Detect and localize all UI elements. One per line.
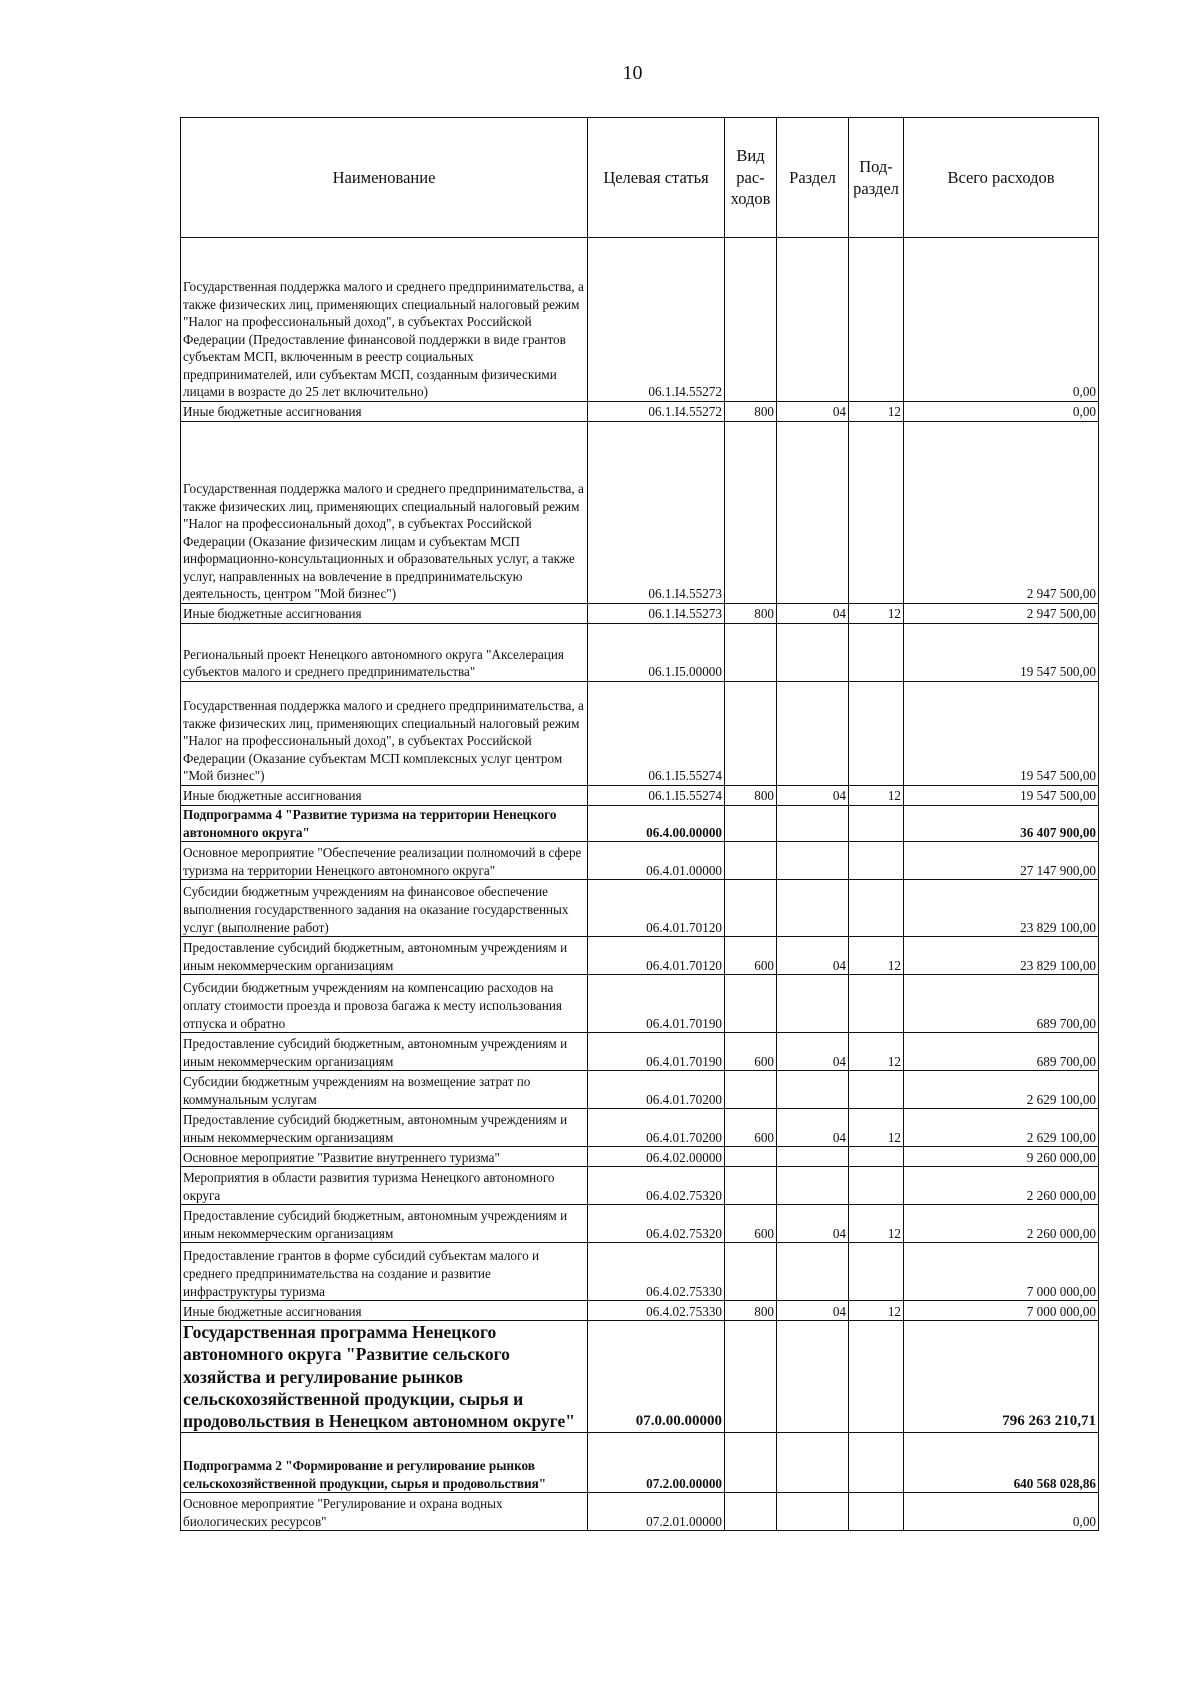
table-row [181,1033,1099,1071]
row-expense-type: 800 [725,604,777,624]
row-subsection: 12 [849,937,904,975]
row-name: Подпрограмма 4 "Развитие туризма на территории Ненецкого автономного округа" [181,806,588,842]
row-name: Субсидии бюджетным учреждениям на возмещение затрат по коммунальным услугам [181,1071,588,1109]
row-code: 06.4.01.70200 [588,1071,725,1109]
row-section [777,806,849,842]
row-amount: 796 263 210,71 [904,1321,1099,1433]
table-row [181,1321,1099,1433]
row-expense-type: 600 [725,1109,777,1147]
row-amount: 19 547 500,00 [904,624,1099,682]
row-section [777,1321,849,1433]
row-amount: 2 629 100,00 [904,1071,1099,1109]
row-subsection [849,880,904,937]
row-subsection: 12 [849,1301,904,1321]
row-subsection [849,1493,904,1531]
row-section [777,682,849,786]
row-expense-type: 800 [725,1301,777,1321]
row-section [777,1147,849,1167]
row-amount: 2 947 500,00 [904,422,1099,604]
row-expense-type [725,1321,777,1433]
row-code: 06.4.01.00000 [588,842,725,880]
row-expense-type [725,1433,777,1493]
row-name: Предоставление грантов в форме субсидий субъектам малого и среднего предпринимательства на создание и развитие инфраструктуры туризма [181,1243,588,1301]
row-subsection [849,682,904,786]
row-amount: 0,00 [904,402,1099,422]
table-row [181,604,1099,624]
row-expense-type [725,422,777,604]
row-code: 06.1.I5.55274 [588,786,725,806]
row-name: Предоставление субсидий бюджетным, автономным учреждениям и иным некоммерческим организациям [181,1033,588,1071]
row-section: 04 [777,1033,849,1071]
table-row [181,402,1099,422]
table-row [181,1493,1099,1531]
row-expense-type [725,238,777,402]
table-row [181,624,1099,682]
row-section: 04 [777,1205,849,1243]
row-subsection [849,806,904,842]
row-expense-type [725,1493,777,1531]
row-subsection: 12 [849,604,904,624]
row-name: Субсидии бюджетным учреждениям на финансовое обеспечение выполнения государственного задания на оказание государственных услуг (выполнение работ) [181,880,588,937]
row-subsection [849,1167,904,1205]
table-row [181,842,1099,880]
row-section: 04 [777,604,849,624]
row-name: Основное мероприятие "Обеспечение реализации полномочий в сфере туризма на территории Ненецкого автономного округа" [181,842,588,880]
row-section [777,842,849,880]
row-expense-type [725,842,777,880]
row-code: 06.4.01.70190 [588,1033,725,1071]
row-amount: 7 000 000,00 [904,1243,1099,1301]
row-name: Основное мероприятие "Развитие внутреннего туризма" [181,1147,588,1167]
row-subsection: 12 [849,1205,904,1243]
row-code: 06.4.02.75330 [588,1301,725,1321]
column-header-target-article: Целевая статья [588,118,725,238]
row-subsection: 12 [849,786,904,806]
row-amount: 640 568 028,86 [904,1433,1099,1493]
row-code: 06.4.01.70120 [588,937,725,975]
row-code: 07.2.01.00000 [588,1493,725,1531]
row-amount: 689 700,00 [904,975,1099,1033]
row-name: Субсидии бюджетным учреждениям на компенсацию расходов на оплату стоимости проезда и провоза багажа к месту использования отпуска и обратно [181,975,588,1033]
table-row [181,806,1099,842]
row-name: Мероприятия в области развития туризма Ненецкого автономного округа [181,1167,588,1205]
row-code: 06.1.I4.55272 [588,402,725,422]
row-expense-type [725,1147,777,1167]
column-header-total: Всего расходов [904,118,1099,238]
row-code: 06.1.I4.55273 [588,422,725,604]
row-subsection [849,1243,904,1301]
budget-table [180,117,1099,1531]
row-section [777,880,849,937]
row-amount: 9 260 000,00 [904,1147,1099,1167]
row-code: 06.1.I5.55274 [588,682,725,786]
row-code: 07.0.00.00000 [588,1321,725,1433]
row-expense-type [725,1167,777,1205]
row-amount: 2 947 500,00 [904,604,1099,624]
row-code: 06.4.01.70190 [588,975,725,1033]
row-subsection: 12 [849,402,904,422]
row-code: 07.2.00.00000 [588,1433,725,1493]
row-code: 06.4.02.00000 [588,1147,725,1167]
row-section [777,1433,849,1493]
table-row [181,975,1099,1033]
row-amount: 7 000 000,00 [904,1301,1099,1321]
table-row [181,786,1099,806]
row-subsection [849,1071,904,1109]
row-name: Государственная поддержка малого и среднего предпринимательства, а также физических лиц, применяющих специальный налоговый режим "Налог на профессиональный доход", в субъектах Российской Федерации (Оказание субъектам МСП комплексных услуг центром "Мой бизнес") [181,682,588,786]
row-section: 04 [777,1109,849,1147]
row-subsection [849,1147,904,1167]
row-section [777,238,849,402]
table-row [181,1109,1099,1147]
row-expense-type [725,880,777,937]
row-expense-type: 600 [725,1205,777,1243]
row-section: 04 [777,786,849,806]
table-row [181,1071,1099,1109]
column-header-expense-type: Вид рас-ходов [725,118,777,238]
row-amount: 36 407 900,00 [904,806,1099,842]
row-name: Государственная поддержка малого и среднего предпринимательства, а также физических лиц, применяющих специальный налоговый режим "Налог на профессиональный доход", в субъектах Российской Федерации (Предоставление финансовой поддержки в виде грантов субъектам МСП, включенным в реестр социальных предпринимателей, или субъектам МСП, созданным физическими лицами в возрасте до 25 лет включительно) [181,238,588,402]
row-name: Региональный проект Ненецкого автономного округа "Акселерация субъектов малого и среднего предпринимательства" [181,624,588,682]
row-amount: 19 547 500,00 [904,786,1099,806]
row-expense-type [725,975,777,1033]
row-amount: 0,00 [904,238,1099,402]
row-subsection [849,975,904,1033]
row-amount: 23 829 100,00 [904,937,1099,975]
row-code: 06.1.I4.55272 [588,238,725,402]
row-code: 06.1.I4.55273 [588,604,725,624]
row-expense-type [725,806,777,842]
row-section: 04 [777,402,849,422]
row-name: Иные бюджетные ассигнования [181,402,588,422]
row-name: Государственная программа Ненецкого автономного округа "Развитие сельского хозяйства и регулирование рынков сельскохозяйственной продукции, сырья и продовольствия в Ненецком автономном округе" [181,1321,588,1433]
row-name: Иные бюджетные ассигнования [181,604,588,624]
row-expense-type [725,682,777,786]
row-amount: 2 260 000,00 [904,1167,1099,1205]
table-row [181,238,1099,402]
row-code: 06.4.02.75320 [588,1205,725,1243]
row-name: Основное мероприятие "Регулирование и охрана водных биологических ресурсов" [181,1493,588,1531]
row-expense-type [725,1071,777,1109]
row-amount: 23 829 100,00 [904,880,1099,937]
row-section [777,624,849,682]
row-amount: 689 700,00 [904,1033,1099,1071]
row-amount: 2 260 000,00 [904,1205,1099,1243]
row-code: 06.1.I5.00000 [588,624,725,682]
row-section [777,1493,849,1531]
table-row [181,1147,1099,1167]
row-expense-type: 600 [725,937,777,975]
row-name: Предоставление субсидий бюджетным, автономным учреждениям и иным некоммерческим организациям [181,1109,588,1147]
table-header-row [181,118,1099,238]
table-row [181,1301,1099,1321]
column-header-name: Наименование [181,118,588,238]
table-row [181,937,1099,975]
row-section [777,1167,849,1205]
row-expense-type: 800 [725,786,777,806]
row-section [777,422,849,604]
row-amount: 19 547 500,00 [904,682,1099,786]
row-expense-type [725,624,777,682]
row-expense-type [725,1243,777,1301]
row-subsection [849,1433,904,1493]
table-row [181,1433,1099,1493]
row-code: 06.4.01.70120 [588,880,725,937]
row-name: Предоставление субсидий бюджетным, автономным учреждениям и иным некоммерческим организациям [181,1205,588,1243]
row-code: 06.4.02.75320 [588,1167,725,1205]
row-name: Иные бюджетные ассигнования [181,786,588,806]
row-name: Государственная поддержка малого и среднего предпринимательства, а также физических лиц, применяющих специальный налоговый режим "Налог на профессиональный доход", в субъектах Российской Федерации (Оказание физическим лицам и субъектам МСП информационно-консультационных и образовательных услуг, а также услуг, направленных на вовлечение в предпринимательскую деятельность, центром "Мой бизнес") [181,422,588,604]
row-section [777,1243,849,1301]
row-name: Иные бюджетные ассигнования [181,1301,588,1321]
row-code: 06.4.01.70200 [588,1109,725,1147]
table-row [181,880,1099,937]
table-row [181,1243,1099,1301]
row-amount: 27 147 900,00 [904,842,1099,880]
row-name: Предоставление субсидий бюджетным, автономным учреждениям и иным некоммерческим организациям [181,937,588,975]
row-subsection [849,238,904,402]
row-amount: 0,00 [904,1493,1099,1531]
row-subsection: 12 [849,1109,904,1147]
row-expense-type: 600 [725,1033,777,1071]
row-code: 06.4.00.00000 [588,806,725,842]
row-subsection [849,624,904,682]
row-section [777,975,849,1033]
table-row [181,1167,1099,1205]
table-row [181,422,1099,604]
row-amount: 2 629 100,00 [904,1109,1099,1147]
row-section: 04 [777,1301,849,1321]
row-expense-type: 800 [725,402,777,422]
row-subsection [849,1321,904,1433]
row-section [777,1071,849,1109]
page-number: 10 [622,62,643,84]
table-row [181,1205,1099,1243]
row-subsection: 12 [849,1033,904,1071]
table-row [181,682,1099,786]
row-code: 06.4.02.75330 [588,1243,725,1301]
row-section: 04 [777,937,849,975]
row-name: Подпрограмма 2 "Формирование и регулирование рынков сельскохозяйственной продукции, сырья и продовольствия" [181,1433,588,1493]
row-subsection [849,422,904,604]
column-header-section: Раздел [777,118,849,238]
row-subsection [849,842,904,880]
column-header-subsection: Под-раздел [849,118,904,238]
